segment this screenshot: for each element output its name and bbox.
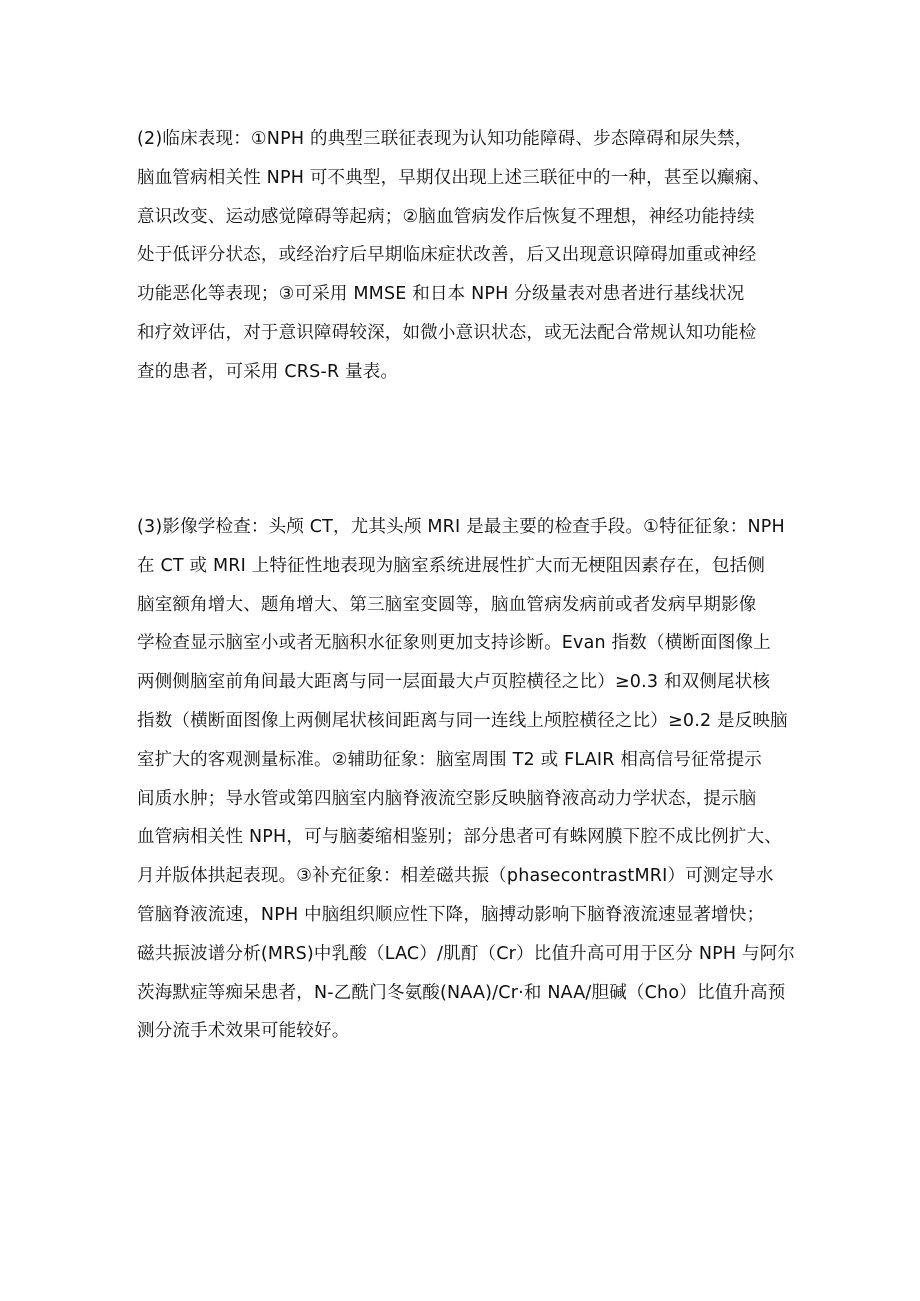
text-line: 磁共振波谱分析(MRS)中乳酸（LAC）/肌酊（Cr）比值升高可用于区分 NPH 与阿尔 (137, 943, 796, 964)
text-line: 指数（横断面图像上两侧尾状核间距离与同一连线上颅腔横径之比）≥0.2 是反映脑 (137, 710, 788, 731)
text-line: 室扩大的客观测量标准。②辅助征象：脑室周围 T2 或 FLAIR 相高信号征常提示 (137, 749, 762, 770)
text-line: 测分流手术效果可能较好。 (137, 1021, 350, 1042)
text-line: 学检查显示脑室小或者无脑积水征象则更加支持诊断。Evan 指数（横断面图像上 (137, 633, 771, 654)
text-line: 在 CT 或 MRI 上特征性地表现为脑室系统进展性扩大而无梗阻因素存在，包括侧 (137, 555, 766, 576)
text-line: 茨海默症等痴呆患者，N-乙酰门冬氨酸(NAA)/Cr·和 NAA/胆碱（Cho）比值升高预 (137, 982, 786, 1003)
text-line: 血管病相关性 NPH，可与脑萎缩相鉴别；部分患者可有蛛网膜下腔不成比例扩大、 (137, 827, 782, 848)
text-line: 处于低评分状态，或经治疗后早期临床症状改善，后又出现意识障碍加重或神经 (137, 245, 757, 266)
text-line: 功能恶化等表现；③可采用 MMSE 和日本 NPH 分级量表对患者进行基线状况 (137, 284, 745, 305)
text-line: (3)影像学检查：头颅 CT，尤其头颅 MRI 是最主要的检查手段。①特征征象：NPH (137, 517, 785, 537)
paragraph-imaging-examination (137, 508, 797, 1051)
text-line: 管脑脊液流速，NPH 中脑组织顺应性下降，脑搏动影响下脑脊液流速显著增快； (137, 904, 765, 925)
text-line: 查的患者，可采用 CRS-R 量表。 (137, 361, 399, 382)
text-line: (2)临床表现：①NPH 的典型三联征表现为认知功能障碍、步态障碍和尿失禁， (137, 129, 753, 149)
text-line: 月并版体拱起表现。③补充征象：相差磁共振（phasecontrastMRI）可测定导水 (137, 866, 774, 887)
text-line: 脑室额角增大、题角增大、第三脑室变圆等，脑血管病发病前或者发病早期影像 (137, 594, 757, 615)
text-line: 意识改变、运动感觉障碍等起病；②脑血管病发作后恢复不理想，神经功能持续 (137, 206, 755, 227)
text-line: 间质水肿；导水管或第四脑室内脑脊液流空影反映脑脊液高动力学状态，提示脑 (137, 788, 757, 809)
paragraph-clinical-manifestations (137, 120, 797, 392)
text-line: 和疗效评估，对于意识障碍较深，如微小意识状态，或无法配合常规认知功能检 (137, 322, 757, 343)
text-line: 两侧侧脑室前角间最大距离与同一层面最大卢页腔横径之比）≥0.3 和双侧尾状核 (137, 672, 771, 693)
text-line: 脑血管病相关性 NPH 可不典型，早期仅出现上述三联征中的一种，甚至以癫痫、 (137, 167, 771, 188)
